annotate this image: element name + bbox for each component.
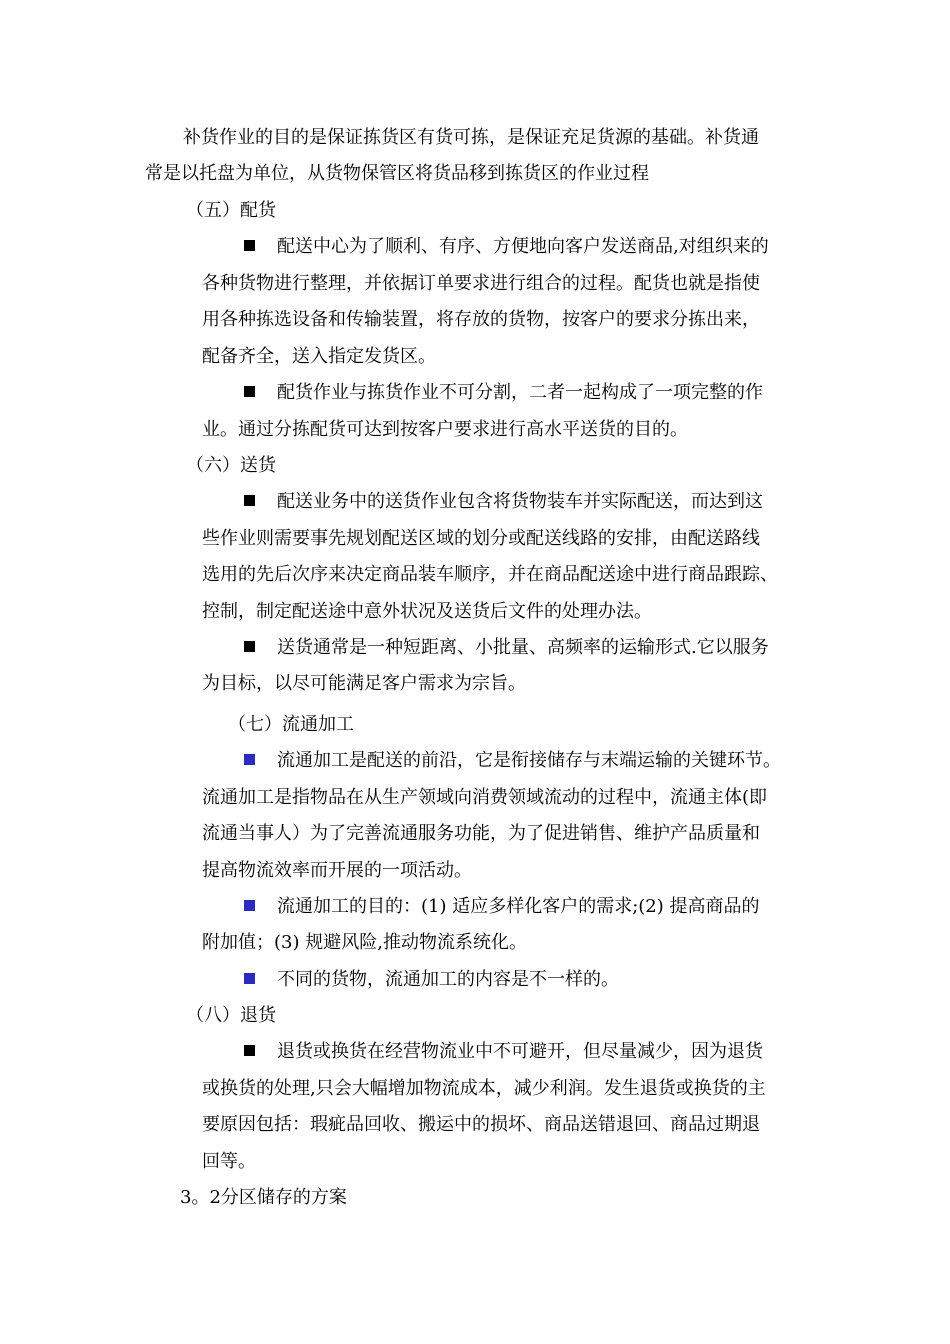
- paragraph-text: 配送业务中的送货作业包含将货物装车并实际配送，而达到这: [277, 491, 763, 512]
- paragraph-line: 选用的先后次序来决定商品装车顺序，并在商品配送途中进行商品跟踪、: [202, 564, 778, 585]
- section-heading-3-2: 3。2分区储存的方案: [180, 1187, 347, 1208]
- intro-line-1: 补货作业的目的是保证拣货区有货可拣，是保证充足货源的基础。补货通: [183, 127, 759, 148]
- paragraph-line: [244, 235, 769, 259]
- paragraph-line: 要原因包括：瑕疵品回收、搬运中的损坏、商品送错退回、商品过期退: [202, 1114, 760, 1135]
- paragraph-line: 流通当事人）为了完善流通服务功能，为了促进销售、维护产品质量和: [202, 823, 760, 844]
- section-heading-7: （七）流通加工: [228, 714, 354, 735]
- square-bullet-icon: [244, 240, 255, 251]
- paragraph-line: [244, 636, 769, 660]
- section-heading-6: （六）送货: [186, 455, 276, 476]
- paragraph-line: [244, 895, 760, 919]
- paragraph-text: 退货或换货在经营物流业中不可避开，但尽量减少，因为退货: [277, 1041, 763, 1062]
- paragraph-line: 控制，制定配送途中意外状况及送货后文件的处理办法。: [202, 601, 652, 622]
- square-bullet-icon: [244, 973, 255, 984]
- paragraph-text: 不同的货物，流通加工的内容是不一样的。: [277, 969, 619, 990]
- section-heading-5: （五）配货: [186, 200, 276, 221]
- paragraph-line: 提高物流效率而开展的一项活动。: [202, 860, 472, 881]
- square-bullet-icon: [244, 1045, 255, 1056]
- paragraph-line: 用各种拣选设备和传输装置，将存放的货物，按客户的要求分拣出来，: [202, 309, 760, 330]
- paragraph-line: 为目标，以尽可能满足客户需求为宗旨。: [202, 673, 526, 694]
- paragraph-line: 流通加工是指物品在从生产领域向消费领域流动的过程中，流通主体(即: [202, 787, 768, 808]
- paragraph-line: [244, 968, 619, 992]
- paragraph-text: 流通加工的目的：(1) 适应多样化客户的需求;(2) 提高商品的: [277, 896, 760, 917]
- square-bullet-icon: [244, 386, 255, 397]
- paragraph-line: 回等。: [202, 1151, 256, 1172]
- square-bullet-icon: [244, 641, 255, 652]
- square-bullet-icon: [244, 754, 255, 765]
- paragraph-line: [244, 381, 763, 405]
- square-bullet-icon: [244, 900, 255, 911]
- paragraph-text: 流通加工是配送的前沿，它是衔接储存与末端运输的关键环节。: [277, 750, 781, 771]
- paragraph-text: 送货通常是一种短距离、小批量、高频率的运输形式.它以服务: [277, 637, 769, 658]
- paragraph-line: [244, 1040, 763, 1064]
- square-bullet-icon: [244, 495, 255, 506]
- intro-line-2: 常是以托盘为单位，从货物保管区将货品移到拣货区的作业过程: [145, 163, 649, 184]
- paragraph-text: 配送中心为了顺利、有序、方便地向客户发送商品,对组织来的: [277, 236, 769, 257]
- paragraph-line: 各种货物进行整理，并依据订单要求进行组合的过程。配货也就是指使: [202, 273, 760, 294]
- paragraph-line: 配备齐全，送入指定发货区。: [202, 346, 436, 367]
- paragraph-line: [244, 490, 763, 514]
- paragraph-line: [244, 749, 781, 773]
- paragraph-line: 或换货的处理,只会大幅增加物流成本，减少利润。发生退货或换货的主: [202, 1078, 766, 1099]
- paragraph-text: 配货作业与拣货作业不可分割，二者一起构成了一项完整的作: [277, 382, 763, 403]
- paragraph-line: 附加值；(3) 规避风险,推动物流系统化。: [202, 932, 527, 953]
- section-heading-8: （八）退货: [186, 1005, 276, 1026]
- paragraph-line: 业。通过分拣配货可达到按客户要求进行高水平送货的目的。: [202, 419, 688, 440]
- paragraph-line: 些作业则需要事先规划配送区域的划分或配送线路的安排，由配送路线: [202, 528, 760, 549]
